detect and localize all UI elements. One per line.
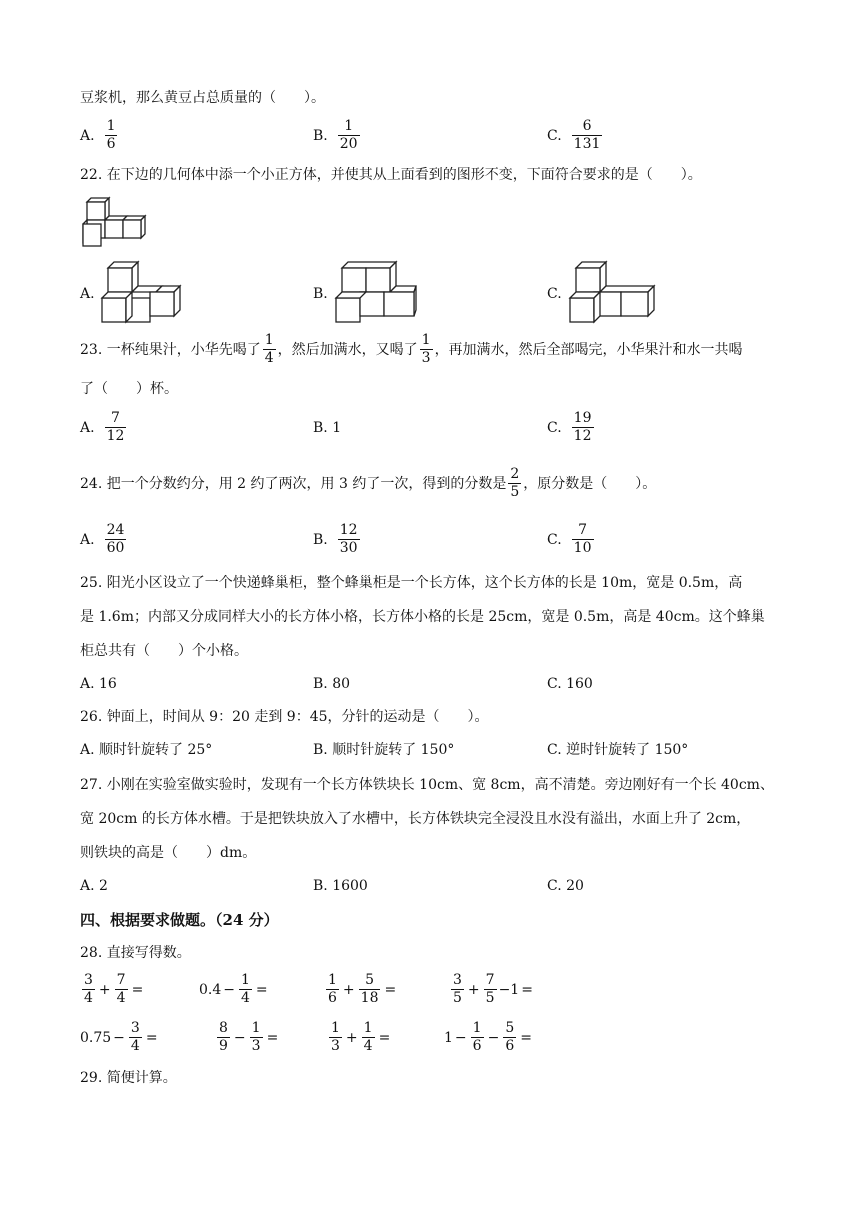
q27-option-b[interactable]: B. 1600 bbox=[313, 878, 368, 894]
q25-option-a[interactable]: A. 16 bbox=[80, 676, 117, 692]
q22-option-c[interactable]: C. bbox=[547, 286, 562, 302]
q28-stem: 28. 直接写得数。 bbox=[80, 945, 191, 961]
q22-option-a-figure bbox=[100, 262, 182, 324]
q27-stem-line2: 宽 20cm 的长方体水槽。于是把铁块放入了水槽中，长方体铁块完全浸没且水没有溢出，水面上升了 2cm， bbox=[80, 811, 751, 827]
q28-expr-8: 1 − $\frac{1}{6}$ − $\frac{5}{6}$ = bbox=[444, 1020, 532, 1054]
q28-expr-7: $\frac{1}{3}$ + $\frac{1}{4}$ = bbox=[331, 1020, 391, 1054]
q26-option-b[interactable]: B. 顺时针旋转了 150° bbox=[313, 742, 455, 758]
q29-stem: 29. 简便计算。 bbox=[80, 1070, 177, 1086]
q27-option-c[interactable]: C. 20 bbox=[547, 878, 584, 894]
q22-option-c-figure bbox=[568, 262, 660, 324]
q28-expr-5: 0.75 − $\frac{3}{4}$ = bbox=[80, 1020, 158, 1054]
q25-option-c[interactable]: C. 160 bbox=[547, 676, 593, 692]
q26-option-a[interactable]: A. 顺时针旋转了 25° bbox=[80, 742, 213, 758]
q24-stem: 24. 把一个分数约分，用 2 约了两次，用 3 约了一次，得到的分数是 $\frac{2}{5}$ ，原分数是（ ）。 bbox=[80, 466, 657, 500]
q25-stem-line3: 柜总共有（ ）个小格。 bbox=[80, 643, 248, 659]
q21-option-c[interactable]: C. $\frac{6}{131}$ bbox=[547, 118, 601, 152]
q23-stem: 23. 一杯纯果汁，小华先喝了 $\frac{1}{4}$ ，然后加满水，又喝了 $\frac{1}{3}$ ，再加满水，然后全部喝完，小华果汁和水一共喝 bbox=[80, 332, 743, 366]
q28-expr-2: 0.4 − $\frac{1}{4}$ = bbox=[199, 972, 268, 1006]
q26-option-c[interactable]: C. 逆时针旋转了 150° bbox=[547, 742, 689, 758]
q21-option-a[interactable]: A. $\frac{1}{6}$ bbox=[80, 118, 116, 152]
q22-stem: 22. 在下边的几何体中添一个小正方体，并使其从上面看到的图形不变，下面符合要求的是（ ）。 bbox=[80, 167, 702, 183]
q21-tail: 豆浆机，那么黄豆占总质量的（ ）。 bbox=[80, 90, 325, 106]
q23-option-a[interactable]: A. $\frac{7}{12}$ bbox=[80, 410, 125, 444]
q28-expr-1: $\frac{3}{4}$ + $\frac{7}{4}$ = bbox=[84, 972, 144, 1006]
q23-option-c[interactable]: C. $\frac{19}{12}$ bbox=[547, 410, 592, 444]
q24-option-c[interactable]: C. $\frac{7}{10}$ bbox=[547, 522, 592, 556]
q26-stem: 26. 钟面上，时间从 9：20 走到 9：45，分针的运动是（ ）。 bbox=[80, 709, 489, 725]
q28-expr-4: $\frac{3}{5}$ + $\frac{7}{5}$ −1 = bbox=[453, 972, 533, 1006]
section-4-heading: 四、根据要求做题。（24 分） bbox=[80, 911, 279, 929]
q22-option-b[interactable]: B. bbox=[313, 286, 328, 302]
q27-option-a[interactable]: A. 2 bbox=[80, 878, 108, 894]
q27-stem-line1: 27. 小刚在实验室做实验时，发现有一个长方体铁块长 10cm、宽 8cm，高不清楚。旁边刚好有一个长 40cm、 bbox=[80, 777, 774, 793]
q25-stem-line1: 25. 阳光小区设立了一个快递蜂巢柜，整个蜂巢柜是一个长方体，这个长方体的长是 10m，宽是 0.5m，高 bbox=[80, 575, 743, 591]
q27-stem-line3: 则铁块的高是（ ）dm。 bbox=[80, 845, 257, 861]
q22-option-a[interactable]: A. bbox=[80, 286, 95, 302]
q23-option-b[interactable]: B. 1 bbox=[313, 420, 342, 436]
q25-option-b[interactable]: B. 80 bbox=[313, 676, 351, 692]
q23-stem-line2: 了（ ）杯。 bbox=[80, 381, 178, 397]
q25-stem-line2: 是 1.6m；内部又分成同样大小的长方体小格，长方体小格的长是 25cm，宽是 0.5m，高是 40cm。这个蜂巢 bbox=[80, 609, 765, 625]
q28-expr-6: $\frac{8}{9}$ − $\frac{1}{3}$ = bbox=[219, 1020, 279, 1054]
q21-option-b[interactable]: B. $\frac{1}{20}$ bbox=[313, 118, 358, 152]
q22-base-figure bbox=[80, 200, 152, 250]
q22-option-b-figure bbox=[334, 262, 418, 324]
q28-expr-3: $\frac{1}{6}$ + $\frac{5}{18}$ = bbox=[328, 972, 397, 1006]
q24-option-a[interactable]: A. $\frac{24}{60}$ bbox=[80, 522, 125, 556]
q24-option-b[interactable]: B. $\frac{12}{30}$ bbox=[313, 522, 358, 556]
